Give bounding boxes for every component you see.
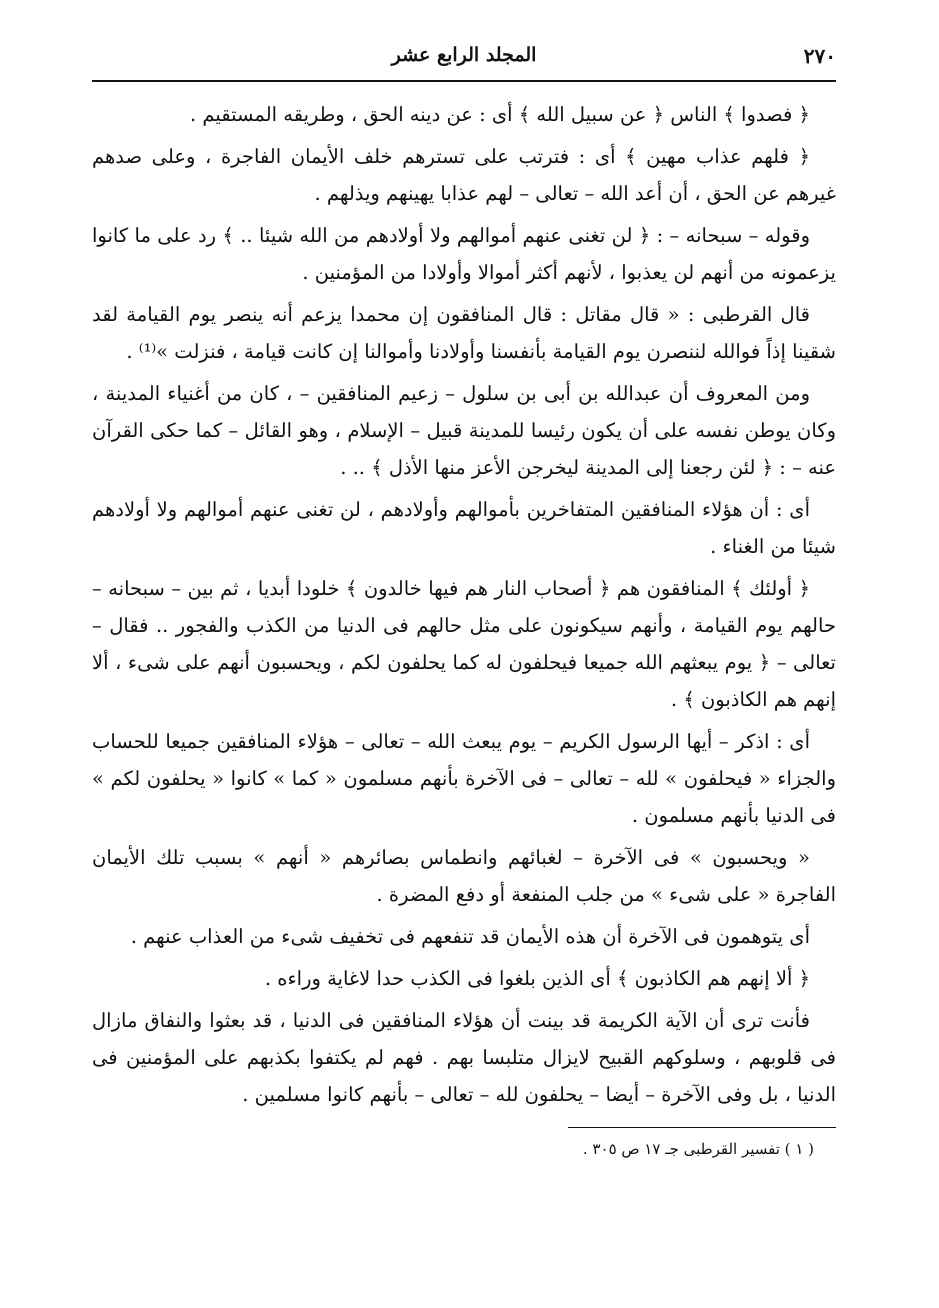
paragraph: وقوله – سبحانه – : ﴿ لن تغنى عنهم أموالهم ولا أولادهم من الله شيئا .. ﴾ رد على ما كانوا يزعمونه من أنهم لن يعذبوا ، لأنهم أكثر أموالا وأولادا من المؤمنين . [92, 224, 836, 284]
paragraph: فأنت ترى أن الآية الكريمة قد بينت أن هؤلاء المنافقين فى الدنيا ، قد بعثوا والنفاق مازال فى قلوبهم ، وسلوكهم القبيح لايزال متلبسا بهم . فهم لم يكتفوا بكذبهم على المؤمنين فى الدنيا ، بل وفى الآخرة – أيضا – يحلفون لله – تعالى – بأنهم كانوا مسلمين . [92, 1009, 836, 1106]
paragraph: ﴿ فلهم عذاب مهين ﴾ أى : فترتب على تسترهم خلف الأيمان الفاجرة ، وعلى صدهم غيرهم عن الحق ، أن أعد الله – تعالى – لهم عذابا يهينهم ويذلهم . [92, 145, 836, 205]
document-page [92, 38, 836, 1162]
body-text [92, 96, 836, 1113]
paragraph: أى يتوهمون فى الآخرة أن هذه الأيمان قد تنفعهم فى تخفيف شىء من العذاب عنهم . [130, 925, 810, 948]
page-header [92, 38, 836, 82]
paragraph: قال القرطبى : « قال مقاتل : قال المنافقون إن محمدا يزعم أنه ينصر يوم القيامة لقد شقينا إذاً فوالله لننصرن يوم القيامة بأنفسنا وأولادنا وأموالنا إن كانت قيامة ، فنزلت »⁽¹⁾ . [92, 303, 836, 363]
paragraph: أى : اذكر – أيها الرسول الكريم – يوم يبعث الله – تعالى – هؤلاء المنافقين جميعا للحساب والجزاء « فيحلفون » لله – تعالى – فى الآخرة بأنهم مسلمون « كما » كانوا « يحلفون لكم » فى الدنيا بأنهم مسلمون . [92, 730, 836, 827]
footnote: ( ١ ) تفسير القرطبى جـ ١٧ ص ٣٠٥ . [582, 1140, 814, 1158]
paragraph: ومن المعروف أن عبدالله بن أبى بن سلول – زعيم المنافقين – ، كان من أغنياء المدينة ، وكان يوطن نفسه على أن يكون رئيسا للمدينة قبيل – الإسلام ، وهو القائل – كما حكى القرآن عنه – : ﴿ لئن رجعنا إلى المدينة ليخرجن الأعز منها الأذل ﴾ .. . [92, 382, 836, 479]
paragraph: ﴿ ألا إنهم هم الكاذبون ﴾ أى الذين بلغوا فى الكذب حدا لاغاية وراءه . [264, 967, 810, 990]
paragraph: ﴿ فصدوا ﴾ الناس ﴿ عن سبيل الله ﴾ أى : عن دينه الحق ، وطريقه المستقيم . [190, 103, 810, 126]
paragraph: ﴿ أولئك ﴾ المنافقون هم ﴿ أصحاب النار هم فيها خالدون ﴾ خلودا أبديا ، ثم بين – سبحانه – حالهم يوم القيامة ، وأنهم سيكونون على مثل حالهم فى الدنيا من الكذب والفجور .. فقال – تعالى – ﴿ يوم يبعثهم الله جميعا فيحلفون له كما يحلفون لكم ، ويحسبون أنهم على شىء ، ألا إنهم هم الكاذبون ﴾ . [92, 577, 836, 711]
paragraph: أى : أن هؤلاء المنافقين المتفاخرين بأموالهم وأولادهم ، لن تغنى عنهم أموالهم ولا أولادهم شيئا من الغناء . [92, 498, 836, 558]
running-title: المجلد الرابع عشر [391, 44, 537, 66]
footnote-divider [568, 1127, 836, 1128]
paragraph: « ويحسبون » فى الآخرة – لغبائهم وانطماس بصائرهم « أنهم » بسبب تلك الأيمان الفاجرة « على شىء » من جلب المنفعة أو دفع المضرة . [92, 846, 836, 906]
page-number: ٢٧٠ [803, 44, 836, 68]
